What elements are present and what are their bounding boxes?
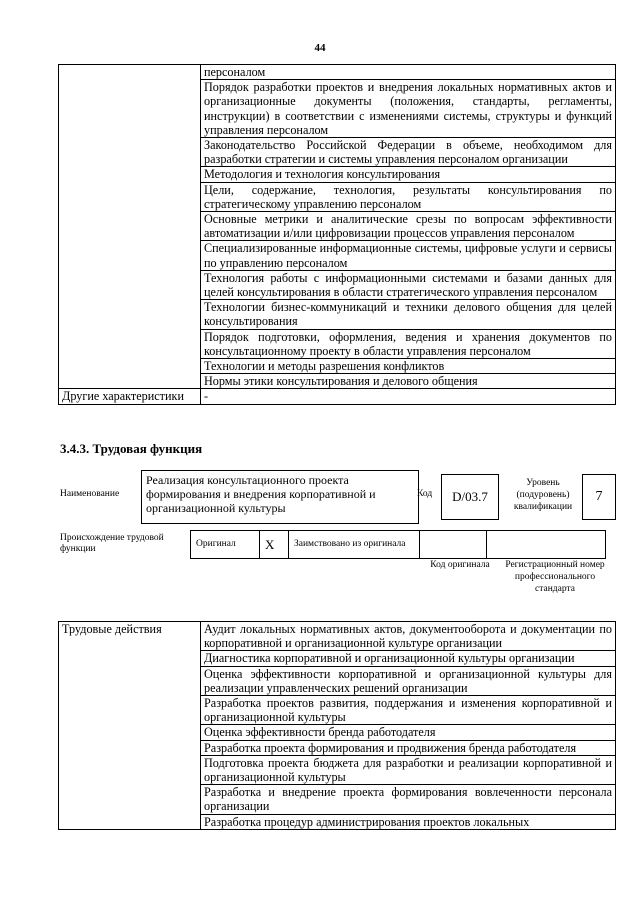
knowledge-row: Методология и технология консультирования xyxy=(201,167,616,182)
labor-action-row: Подготовка проекта бюджета для разработки и реализации корпоративной и организационной культуры xyxy=(201,755,616,784)
knowledge-row: Цели, содержание, технология, результаты консультирования по стратегическому управлению персоналом xyxy=(201,182,616,211)
knowledge-row: Порядок подготовки, оформления, ведения и хранения документов по консультационному проекту в области управления персоналом xyxy=(201,329,616,358)
labor-action-row: Разработка проектов развития, поддержания и изменения корпоративной и организационной культуры xyxy=(201,696,616,725)
labor-action-row: Оценка эффективности корпоративной и организационной культуры для реализации управленческих решений организации xyxy=(201,666,616,695)
reg-caption: Регистрационный номер профессионального стандарта xyxy=(505,560,605,594)
origin-table xyxy=(190,530,606,559)
knowledge-row: Специализированные информационные системы, цифровые услуги и сервисы по управлению персоналом xyxy=(201,241,616,270)
labor-action-row: Аудит локальных нормативных актов, документооборота и документации по корпоративной и организационной культуре организации xyxy=(201,622,616,651)
labor-action-row: Диагностика корпоративной и организационной культуры организации xyxy=(201,651,616,666)
labor-action-row: Разработка и внедрение проекта формирования вовлеченности персонала организации xyxy=(201,785,616,814)
other-characteristics-label: Другие характеристики xyxy=(59,389,201,404)
qualification-level: 7 xyxy=(582,474,616,520)
level-label: Уровень (подуровень) квалификации xyxy=(513,478,573,512)
section-title: 3.4.3. Трудовая функция xyxy=(60,441,203,456)
function-code: D/03.7 xyxy=(441,474,499,520)
original-label: Оригинал xyxy=(191,531,260,559)
function-name: Реализация консультационного проекта формирования и внедрения корпоративной и организационной культуры xyxy=(141,470,419,524)
knowledge-row: Порядок разработки проектов и внедрения локальных нормативных актов и организационные документы (положения, стандарты, регламенты, инструкции) в соответствии с изменениями системы, структуры и функций управления персоналом xyxy=(201,80,616,138)
knowledge-row: Нормы этики консультирования и делового общения xyxy=(201,374,616,389)
labor-actions-table xyxy=(58,621,616,830)
knowledge-table xyxy=(58,64,616,405)
labor-action-row: Разработка проекта формирования и продвижения бренда работодателя xyxy=(201,740,616,755)
origin-label: Происхождение трудовой функции xyxy=(60,533,164,554)
origin-code-cell xyxy=(420,531,487,559)
knowledge-label-cell xyxy=(59,65,201,389)
knowledge-row: Технологии бизнес-коммуникаций и техники делового общения для целей консультирования xyxy=(201,300,616,329)
labor-actions-label: Трудовые действия xyxy=(59,622,201,830)
knowledge-row: Законодательство Российской Федерации в объеме, необходимом для разработки стратегии и системы управления персоналом организации xyxy=(201,138,616,167)
knowledge-row: Технологии и методы разрешения конфликтов xyxy=(201,359,616,374)
other-characteristics-value: - xyxy=(201,389,616,404)
knowledge-row: Технология работы с информационными системами и базами данных для целей консультирования в области стратегического управления персоналом xyxy=(201,270,616,299)
page-number: 44 xyxy=(314,42,326,54)
knowledge-row: персоналом xyxy=(201,65,616,80)
knowledge-row: Основные метрики и аналитические срезы по вопросам эффективности автоматизации и/или цифровизации процессов управления персоналом xyxy=(201,212,616,241)
original-mark: X xyxy=(260,531,289,559)
labor-action-row: Разработка процедур администрирования проектов локальных xyxy=(201,814,616,829)
labor-action-row: Оценка эффективности бренда работодателя xyxy=(201,725,616,740)
code-label: Код xyxy=(417,489,433,499)
name-label: Наименование xyxy=(60,489,120,499)
code-caption: Код оригинала xyxy=(430,560,490,570)
borrowed-label: Заимствовано из оригинала xyxy=(289,531,420,559)
origin-reg-cell xyxy=(487,531,606,559)
